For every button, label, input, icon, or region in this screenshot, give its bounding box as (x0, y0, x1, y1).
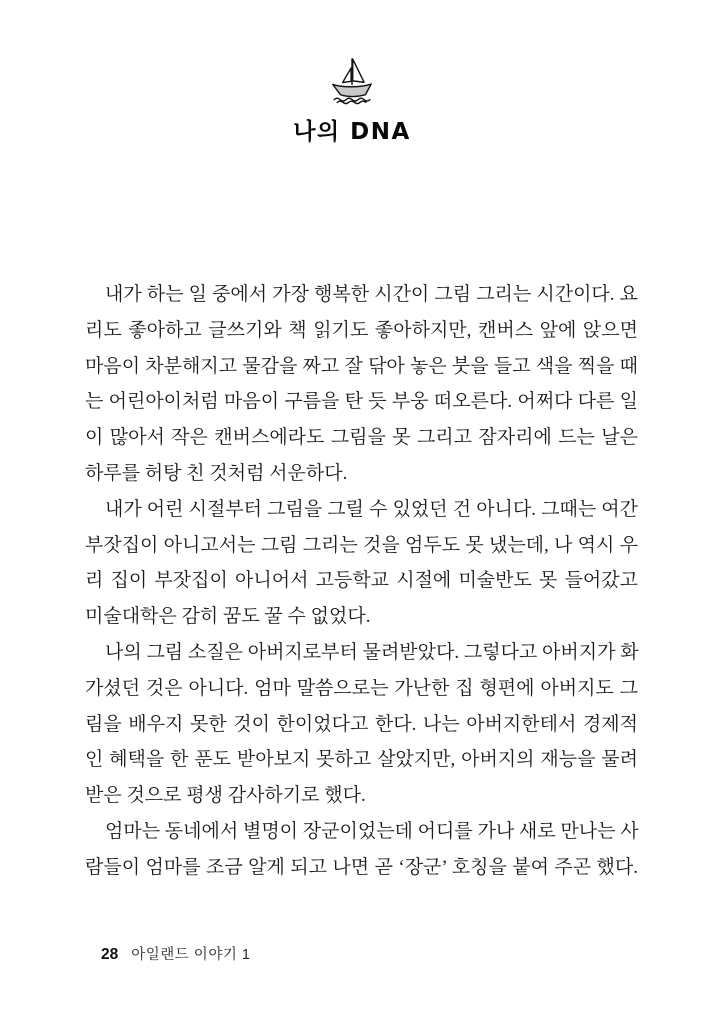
body-line: 이 많아서 작은 캔버스에라도 그림을 못 그리고 잠자리에 드는 날은 (85, 427, 638, 449)
sailboat-icon (327, 55, 377, 105)
sailboat-icon (327, 55, 377, 105)
body-line: 는 어린아이처럼 마음이 구름을 탄 듯 부웅 떠오른다. 어쩌다 다른 일 (85, 391, 638, 413)
paragraph (85, 277, 638, 492)
body-line: 부잣집이 아니고서는 그림 그리는 것을 엄두도 못 냈는데, 나 역시 우 (85, 534, 638, 556)
body-line: 리도 좋아하고 글쓰기와 책 읽기도 좋아하지만, 캔버스 앞에 앉으면 (85, 319, 638, 341)
chapter-header (0, 55, 704, 146)
paragraph (85, 492, 638, 635)
paragraph (85, 814, 638, 886)
book-title: 아일랜드 이야기 1 (131, 947, 251, 963)
body-line: 받은 것으로 평생 감사하기로 했다. (85, 785, 366, 807)
body-line: 가셨던 것은 아니다. 엄마 말씀으로는 가난한 집 형편에 아버지도 그 (85, 677, 638, 699)
chapter-title: 나의 DNA (293, 119, 411, 145)
body-line: 인 혜택을 한 푼도 받아보지 못하고 살았지만, 아버지의 재능을 물려 (85, 749, 638, 771)
body-line: 엄마는 동네에서 별명이 장군이었는데 어디를 가나 새로 만나는 사 (105, 820, 639, 842)
body-line: 내가 어린 시절부터 그림을 그릴 수 있었던 건 아니다. 그때는 여간 (105, 498, 638, 520)
body-text (85, 277, 638, 886)
paragraph (85, 635, 638, 814)
body-line: 내가 하는 일 중에서 가장 행복한 시간이 그림 그리는 시간이다. 요 (105, 284, 638, 305)
body-line: 림을 배우지 못한 것이 한이었다고 한다. 나는 아버지한테서 경제적 (85, 713, 638, 735)
body-line: 마음이 차분해지고 물감을 짜고 잘 닦아 놓은 붓을 들고 색을 찍을 때 (85, 355, 638, 377)
page-footer (101, 943, 250, 964)
body-line: 람들이 엄마를 조금 알게 되고 나면 곧 ‘장군’ 호칭을 붙여 주곤 했다. (85, 856, 638, 878)
body-line: 미술대학은 감히 꿈도 꿀 수 없었다. (85, 606, 371, 628)
page-number: 28 (101, 946, 119, 963)
body-line: 리 집이 부잣집이 아니어서 고등학교 시절에 미술반도 못 들어갔고 (85, 570, 638, 592)
body-line: 나의 그림 소질은 아버지로부터 물려받았다. 그렇다고 아버지가 화 (105, 641, 639, 663)
body-line: 하루를 허탕 친 것처럼 서운하다. (85, 462, 348, 484)
